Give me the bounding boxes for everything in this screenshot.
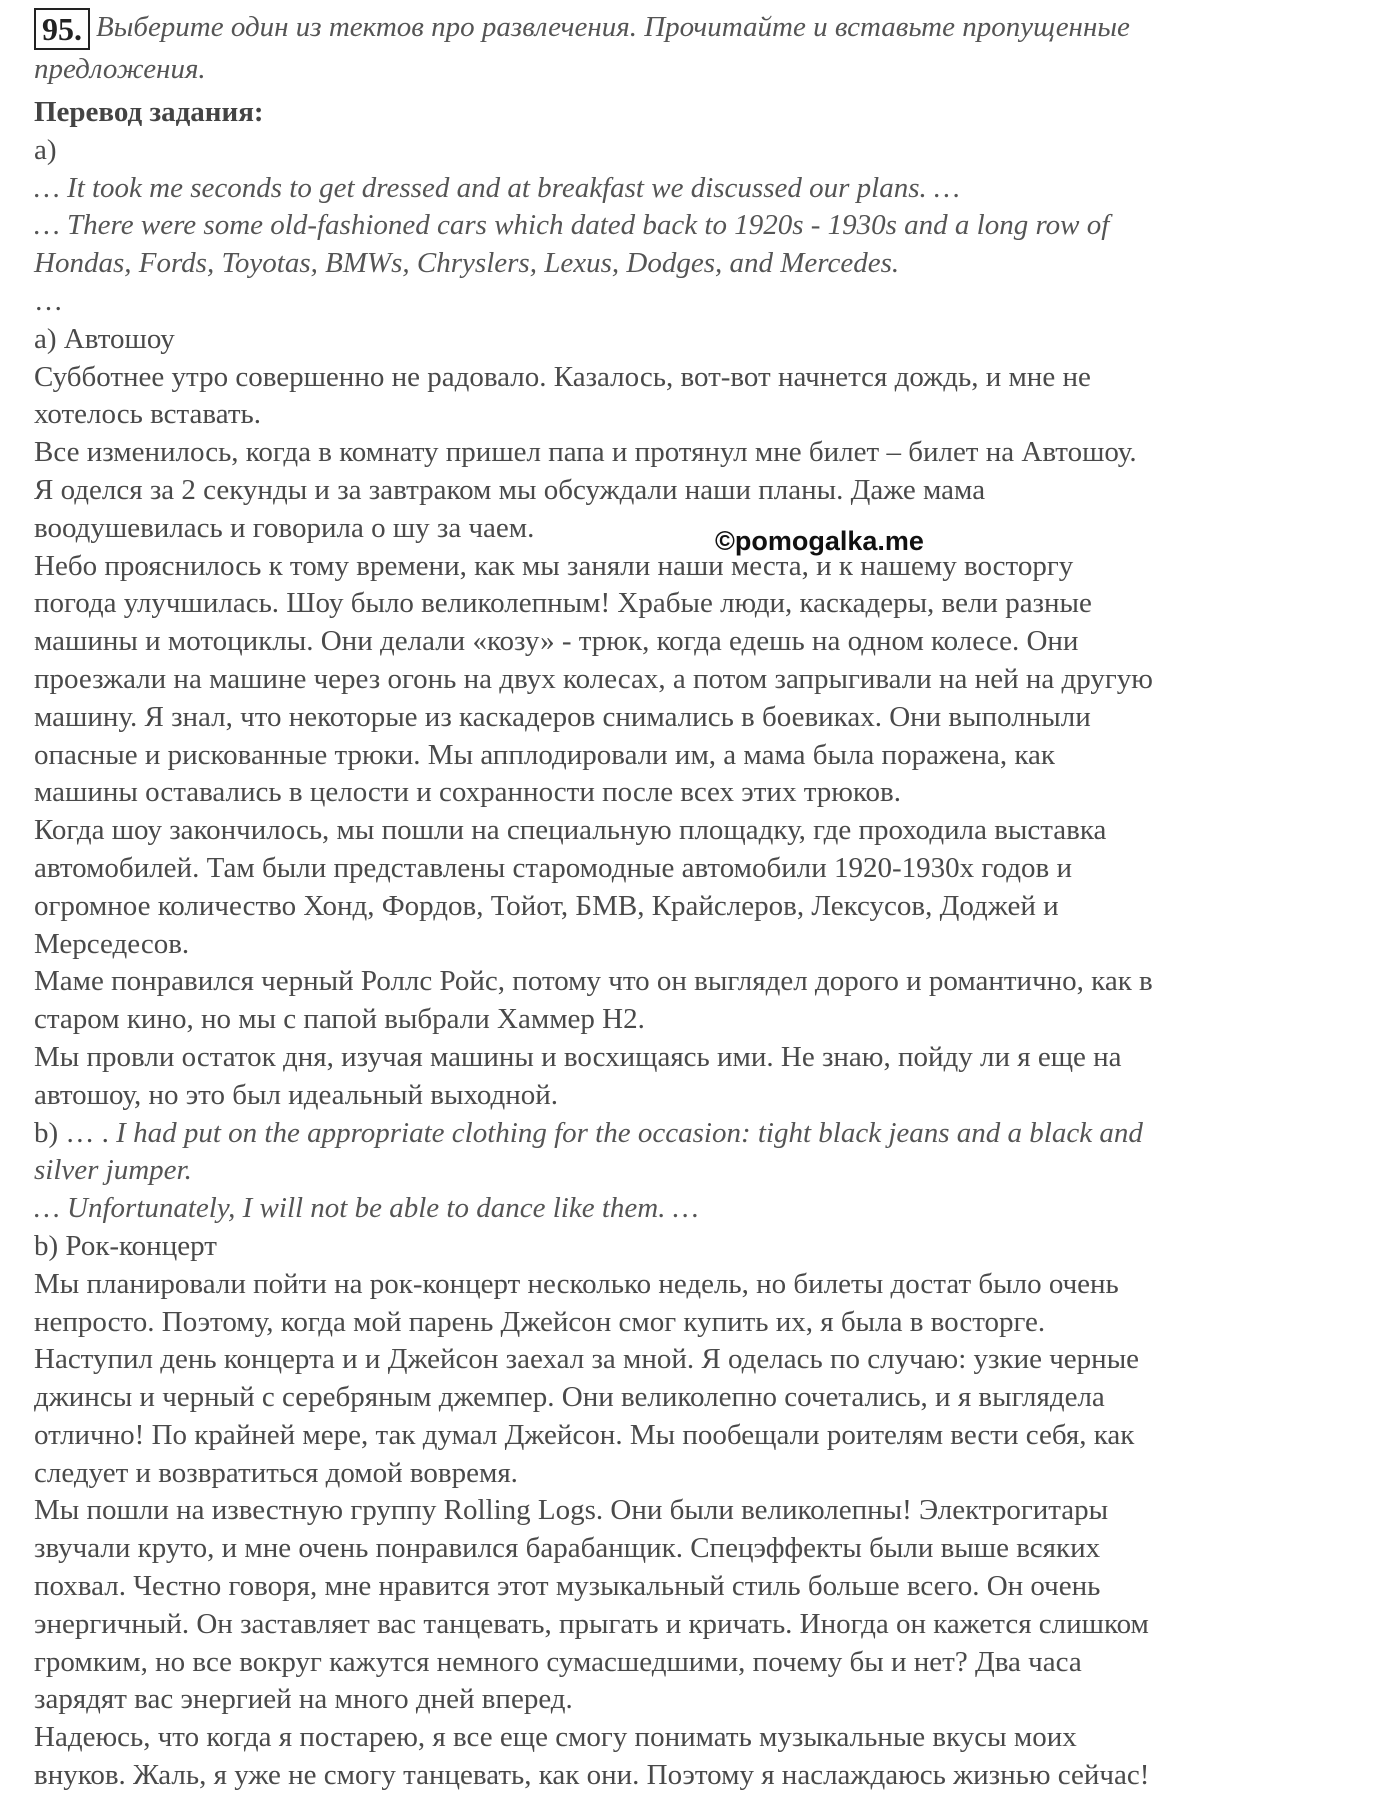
text-line: Когда шоу закончилось, мы пошли на специальную площадку, где проходила выставка [34, 814, 1107, 847]
text-line [34, 1115, 1364, 1153]
watermark: ©pomogalka.me [715, 526, 924, 556]
translation-heading: Перевод задания: [34, 96, 264, 128]
text-line: Небо прояснилось к тому времени, как мы заняли наши места, и к нашему восторгу [34, 549, 1074, 582]
text-line-prefix: b) … . [34, 1116, 117, 1149]
text-line: следует и возвратиться домой вовремя. [34, 1456, 518, 1489]
text-line: огромное количество Хонд, Фордов, Тойот, БМВ, Крайслеров, Лексусов, Доджей и [34, 889, 1059, 922]
text-line: … [34, 284, 63, 317]
text-line: автошоу, но это был идеальный выходной. [34, 1078, 559, 1111]
text-line: Мы пошли на известную группу Rolling Logs. Они были великолепны! Электрогитары [34, 1494, 1109, 1527]
text-line: старом кино, но мы с папой выбрали Хаммер Н2. [34, 1003, 645, 1036]
text-line: проезжали на машине через огонь на двух колесах, а потом запрыгивали на ней на другую [34, 662, 1153, 695]
text-line: отлично! По крайней мере, так думал Джейсон. Мы пообещали роителям вести себя, как [34, 1418, 1135, 1451]
text-line: опасные и рискованные трюки. Мы апплодировали им, а мама была поражена, как [34, 738, 1055, 771]
text-line: внуков. Жаль, я уже не смогу танцевать, как они. Поэтому я наслаждаюсь жизнью сейчас! [34, 1759, 1150, 1792]
text-line: Наступил день концерта и и Джейсон заехал за мной. Я оделась по случаю: узкие черные [34, 1343, 1140, 1376]
text-line: зарядят вас энергией на много дней вперед. [34, 1683, 573, 1716]
text-line: воодушевилась и говорила о шу за чаем. [34, 511, 535, 544]
text-line: автомобилей. Там были представлены старомодные автомобили 1920-1930х годов и [34, 851, 1072, 884]
task-number: 95. [34, 8, 90, 50]
text-line: Hondas, Fords, Toyotas, BMWs, Chryslers, Lexus, Dodges, and Mercedes. [34, 247, 900, 280]
text-line: а) [34, 133, 57, 166]
text-line: silver jumper. [34, 1154, 192, 1187]
text-line: звучали круто, и мне очень понравился барабанщик. Спецэффекты были выше всяких [34, 1532, 1101, 1565]
text-line: джинсы и черный с серебряным джемпер. Они великолепно сочетались, и я выглядела [34, 1381, 1105, 1414]
text-line: b) Рок-концерт [34, 1229, 217, 1262]
text-line: а) Автошоу [34, 322, 175, 355]
text-line: … There were some old-fashioned cars which dated back to 1920s - 1930s and a long row of [34, 209, 1110, 242]
text-line: энергичный. Он заставляет вас танцевать, прыгать и кричать. Иногда он кажется слишком [34, 1607, 1149, 1640]
text-line: Мы планировали пойти на рок-концерт несколько недель, но билеты достат было очень [34, 1267, 1119, 1300]
text-line: непросто. Поэтому, когда мой парень Джейсон смог купить их, я была в восторге. [34, 1305, 1046, 1338]
text-line: Все изменилось, когда в комнату пришел папа и протянул мне билет – билет на Автошоу. [34, 436, 1137, 469]
translation-body [34, 94, 1364, 1795]
text-line: Маме понравился черный Роллс Ройс, потому что он выглядел дорого и романтично, как в [34, 965, 1153, 998]
text-line: Мы провли остаток дня, изучая машины и восхищаясь ими. Не знаю, пойду ли я еще на [34, 1040, 1122, 1073]
text-line: похвал. Честно говоря, мне нравится этот музыкальный стиль больше всего. Он очень [34, 1570, 1101, 1603]
text-line: Я оделся за 2 секунды и за завтраком мы обсуждали наши планы. Даже мама [34, 473, 986, 506]
text-line: погода улучшилась. Шоу было великолепным! Храбые люди, каскадеры, вели разные [34, 587, 1092, 620]
task-instruction-line-1: Выберите один из тектов про развлечения. Прочитайте и вставьте пропущенные [96, 11, 1130, 43]
text-line: машину. Я знал, что некоторые из каскадеров снимались в боевиках. Они выполныли [34, 700, 1091, 733]
text-line: Надеюсь, что когда я постарею, я все еще смогу понимать музыкальные вкусы моих [34, 1721, 1077, 1754]
text-line-italic: I had put on the appropriate clothing for the occasion: tight black jeans and a black and [116, 1116, 1143, 1149]
task-header [34, 8, 1364, 88]
text-line: Мерседесов. [34, 927, 190, 960]
text-line: Субботнее утро совершенно не радовало. Казалось, вот-вот начнется дождь, и мне не [34, 360, 1091, 393]
text-line: громким, но все вокруг кажутся немного сумасшедшими, почему бы и нет? Два часа [34, 1645, 1082, 1678]
text-line: … It took me seconds to get dressed and at breakfast we discussed our plans. … [34, 171, 960, 204]
text-line: машины оставались в целости и сохранности после всех этих трюков. [34, 776, 901, 809]
task-instruction-line-2: предложения. [34, 53, 206, 85]
text-line: хотелось вставать. [34, 398, 261, 431]
text-line: машины и мотоциклы. Они делали «козу» - трюк, когда едешь на одном колесе. Они [34, 625, 1079, 658]
text-line: … Unfortunately, I will not be able to dance like them. … [34, 1192, 699, 1225]
